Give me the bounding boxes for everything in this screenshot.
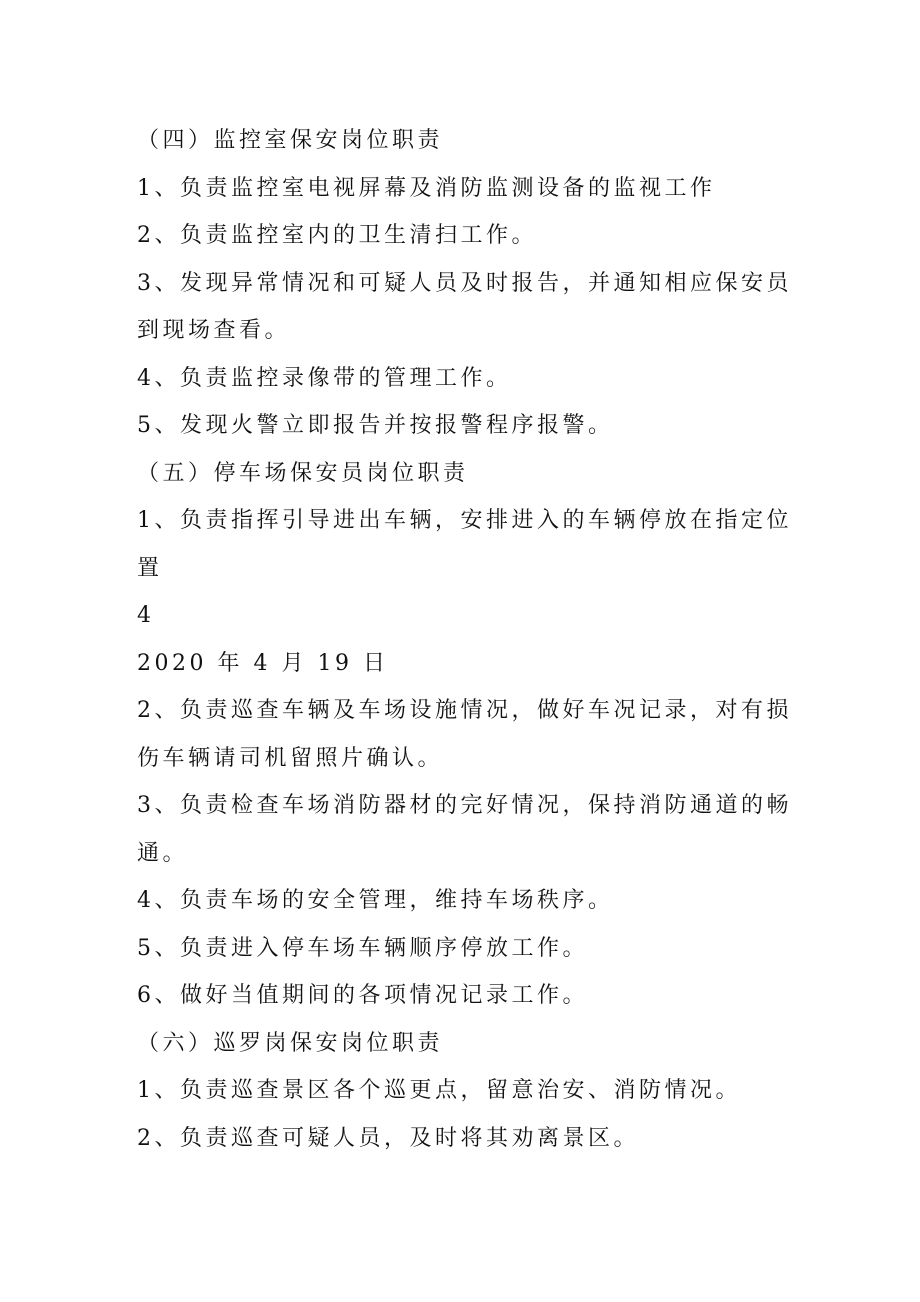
- paragraph-line: 伤车辆请司机留照片确认。: [137, 745, 444, 771]
- paragraph-line: 通。: [137, 840, 189, 866]
- paragraph-line: 5、负责进入停车场车辆顺序停放工作。: [137, 935, 588, 961]
- paragraph-line: 1、负责指挥引导进出车辆，安排进入的车辆停放在指定位: [137, 508, 792, 533]
- paragraph-line: 4、负责监控录像带的管理工作。: [137, 365, 512, 391]
- paragraph-line: 4、负责车场的安全管理，维持车场秩序。: [137, 888, 614, 913]
- paragraph-line: 3、发现异常情况和可疑人员及时报告，并通知相应保安员: [137, 270, 792, 296]
- paragraph-line: 2、负责巡查车辆及车场设施情况，做好车况记录，对有损: [137, 698, 792, 723]
- paragraph-line: 6、做好当值期间的各项情况记录工作。: [137, 983, 588, 1008]
- paragraph-line: 5、发现火警立即报告并按报警程序报警。: [137, 413, 614, 438]
- section-heading-5: （五）停车场保安员岗位职责: [137, 460, 469, 486]
- section-heading-6: （六）巡罗岗保安岗位职责: [137, 1030, 444, 1056]
- section-heading-4: （四）监控室保安岗位职责: [137, 128, 444, 153]
- document-body: [137, 117, 797, 1162]
- paragraph-line: 2、负责巡查可疑人员，及时将其劝离景区。: [137, 1125, 639, 1151]
- paragraph-line: 置: [137, 555, 163, 581]
- paragraph-line: 3、负责检查车场消防器材的完好情况，保持消防通道的畅: [137, 793, 792, 818]
- paragraph-line: 2、负责监控室内的卫生清扫工作。: [137, 223, 537, 248]
- paragraph-line: 1、负责监控室电视屏幕及消防监测设备的监视工作: [137, 175, 716, 201]
- paragraph-line: 1、负责巡查景区各个巡更点，留意治安、消防情况。: [137, 1078, 741, 1103]
- date-line: 2020 年 4 月 19 日: [137, 650, 389, 676]
- page-number: 4: [137, 603, 155, 628]
- paragraph-line: 到现场查看。: [137, 318, 291, 343]
